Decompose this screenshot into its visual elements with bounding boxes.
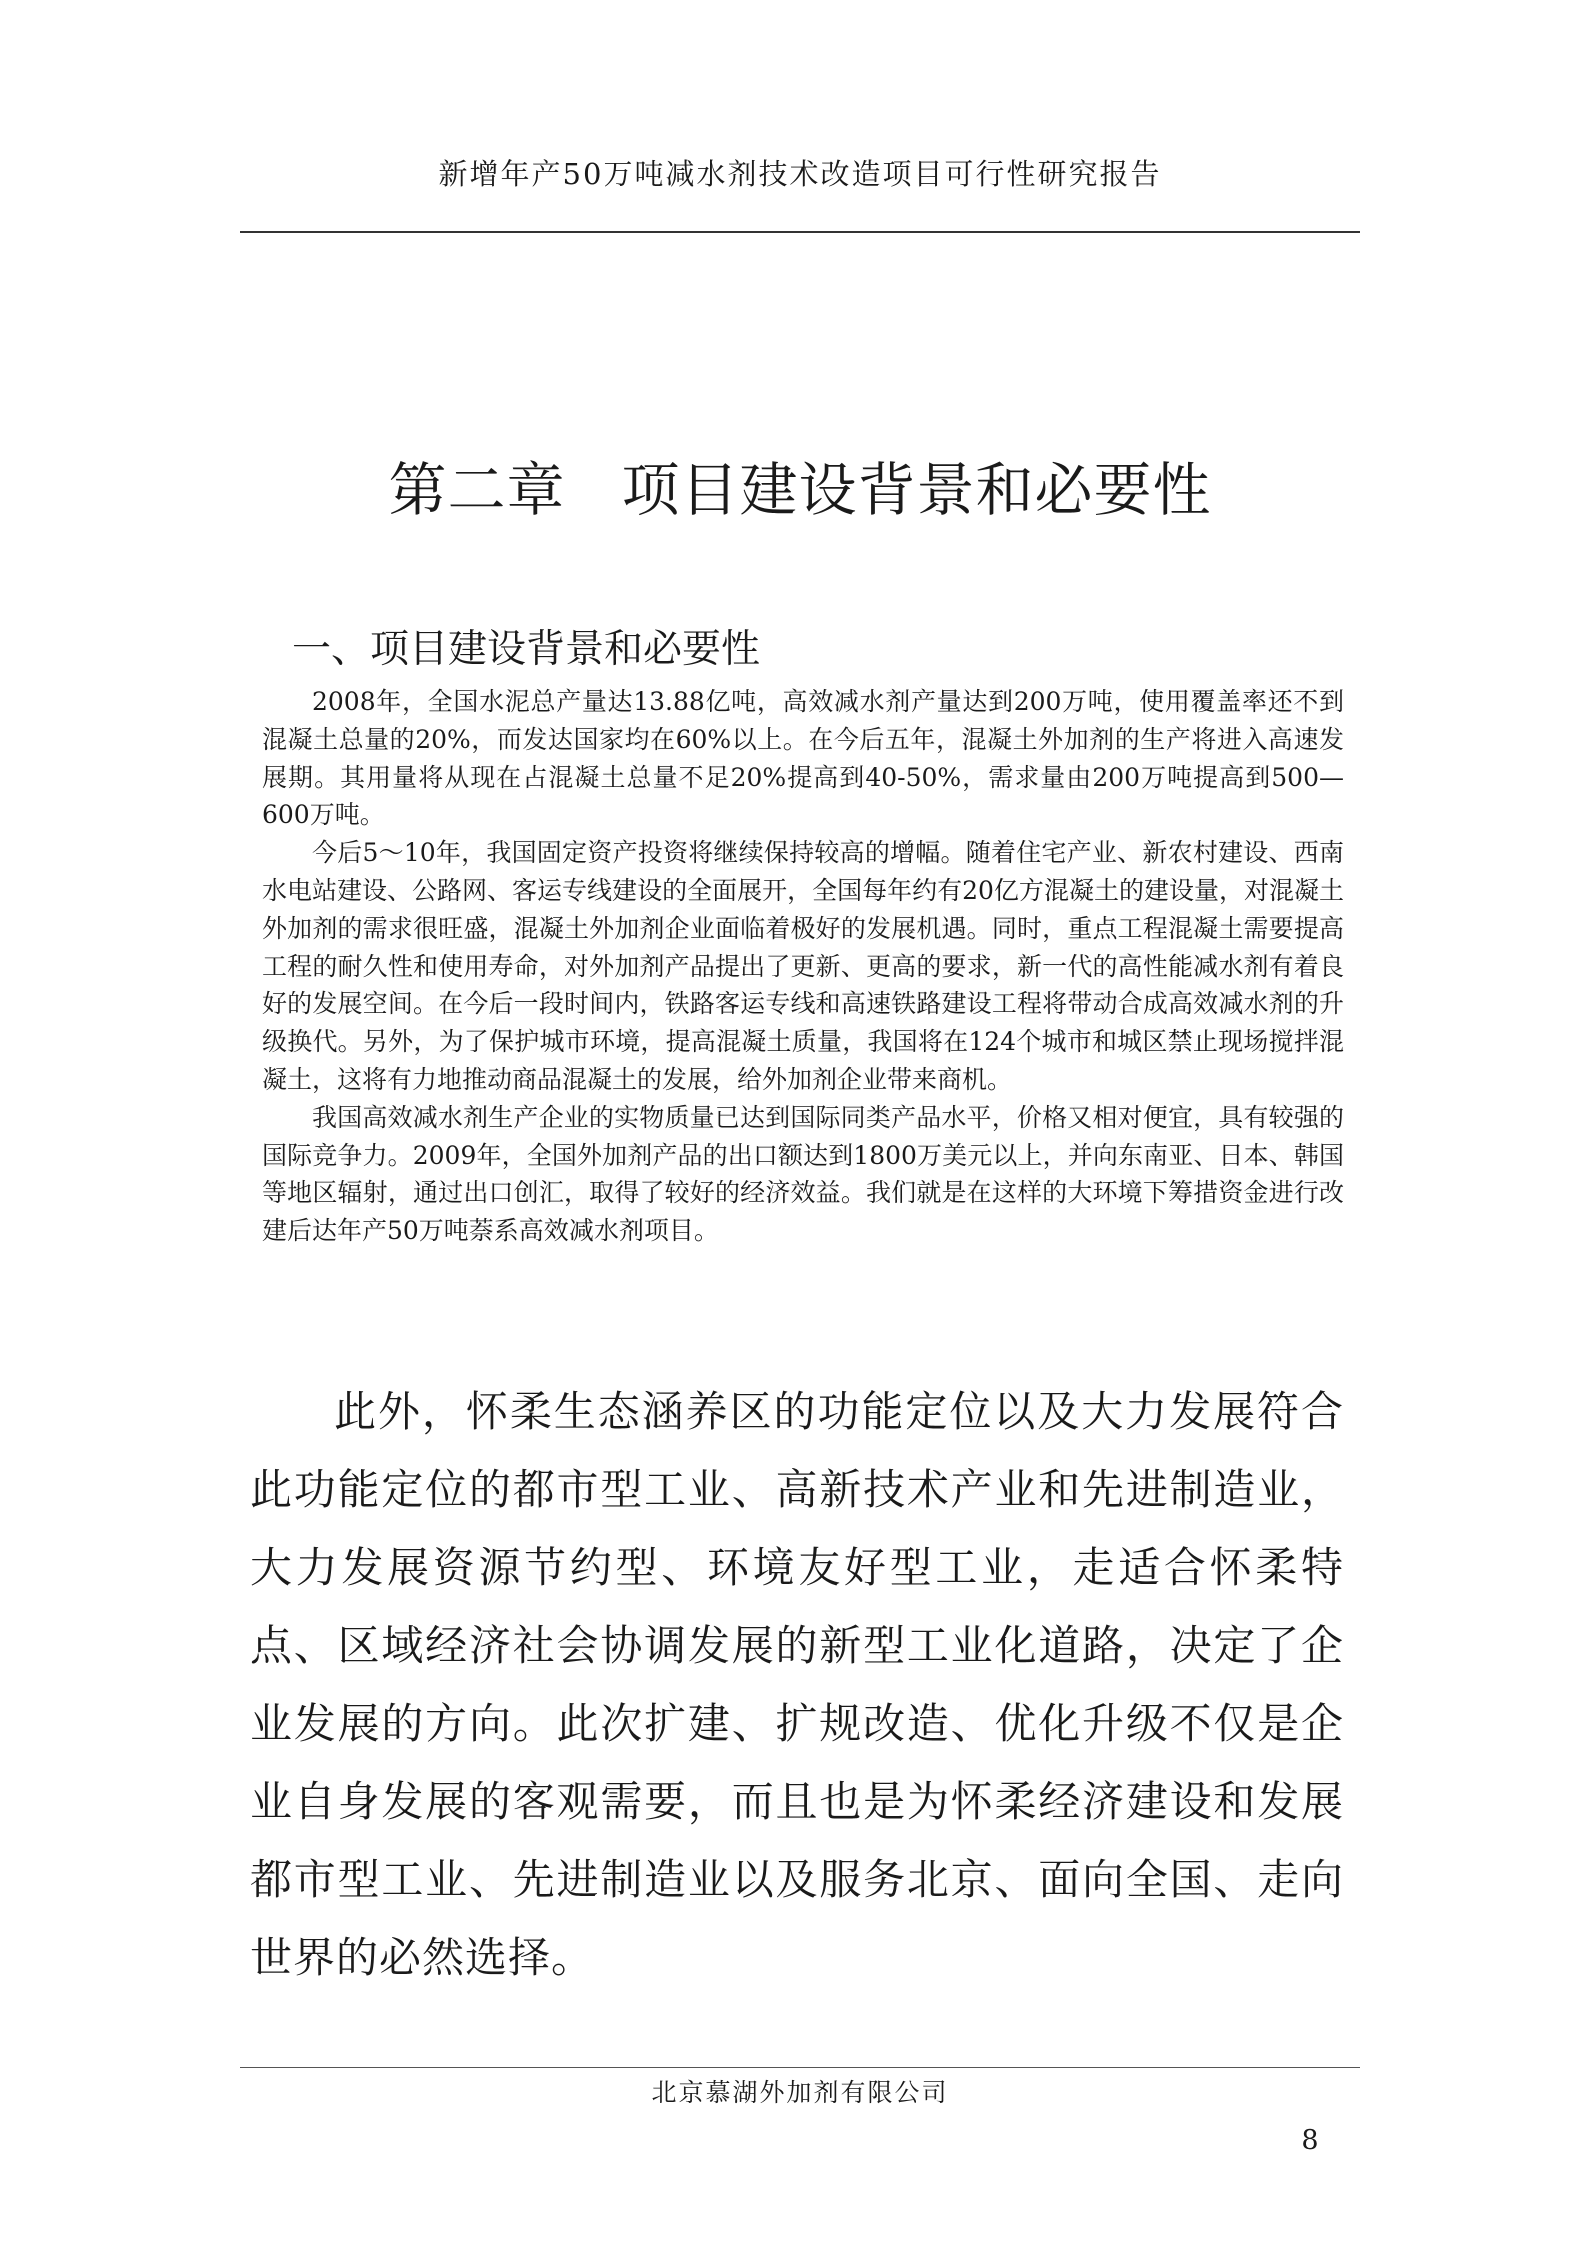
page-number: 8 xyxy=(1301,2125,1319,2156)
paragraph: 我国高效减水剂生产企业的实物质量已达到国际同类产品水平，价格又相对便宜，具有较强的国际竞争力。2009年，全国外加剂产品的出口额达到1800万美元以上，并向东南亚、日本、韩国等地区辐射，通过出口创汇，取得了较好的经济效益。我们就是在这样的大环境下筹措资金进行改建后达年产50万吨萘系高效减水剂项目。 xyxy=(262,1102,1344,1246)
body-text-large xyxy=(250,1373,1344,1997)
chapter-name: 项目建设背景和必要性 xyxy=(621,456,1212,524)
chapter-title xyxy=(240,450,1360,530)
running-header: 新增年产50万吨减水剂技术改造项目可行性研究报告 xyxy=(438,157,1162,191)
body-text-small xyxy=(262,683,1344,1250)
section-heading: 一、项目建设背景和必要性 xyxy=(292,627,761,672)
paragraph: 今后5～10年，我国固定资产投资将继续保持较高的增幅。随着住宅产业、新农村建设、西南水电站建设、公路网、客运专线建设的全面展开，全国每年约有20亿方混凝土的建设量，对混凝土外加剂的需求很旺盛，混凝土外加剂企业面临着极好的发展机遇。同时，重点工程混凝土需要提高工程的耐久性和使用寿命，对外加剂产品提出了更新、更高的要求，新一代的高性能减水剂有着良好的发展空间。在今后一段时间内，铁路客运专线和高速铁路建设工程将带动合成高效减水剂的升级换代。另外，为了保护城市环境，提高混凝土质量，我国将在124个城市和城区禁止现场搅拌混凝土，这将有力地推动商品混凝土的发展，给外加剂企业带来商机。 xyxy=(262,838,1344,1094)
paragraph-large: 此外，怀柔生态涵养区的功能定位以及大力发展符合此功能定位的都市型工业、高新技术产业和先进制造业，大力发展资源节约型、环境友好型工业，走适合怀柔特点、区域经济社会协调发展的新型工业化道路，决定了企业发展的方向。此次扩建、扩规改造、优化升级不仅是企业自身发展的客观需要，而且也是为怀柔经济建设和发展都市型工业、先进制造业以及服务北京、面向全国、走向世界的必然选择。 xyxy=(250,1387,1344,1982)
footer-company: 北京慕湖外加剂有限公司 xyxy=(651,2078,949,2107)
chapter-number: 第二章 xyxy=(388,456,566,524)
header-rule xyxy=(240,231,1360,233)
paragraph: 2008年，全国水泥总产量达13.88亿吨，高效减水剂产量达到200万吨，使用覆盖率还不到混凝土总量的20%，而发达国家均在60%以上。在今后五年，混凝土外加剂的生产将进入高速发展期。其用量将从现在占混凝土总量不足20%提高到40-50%，需求量由200万吨提高到500—600万吨。 xyxy=(262,687,1344,830)
footer-rule xyxy=(240,2067,1360,2068)
